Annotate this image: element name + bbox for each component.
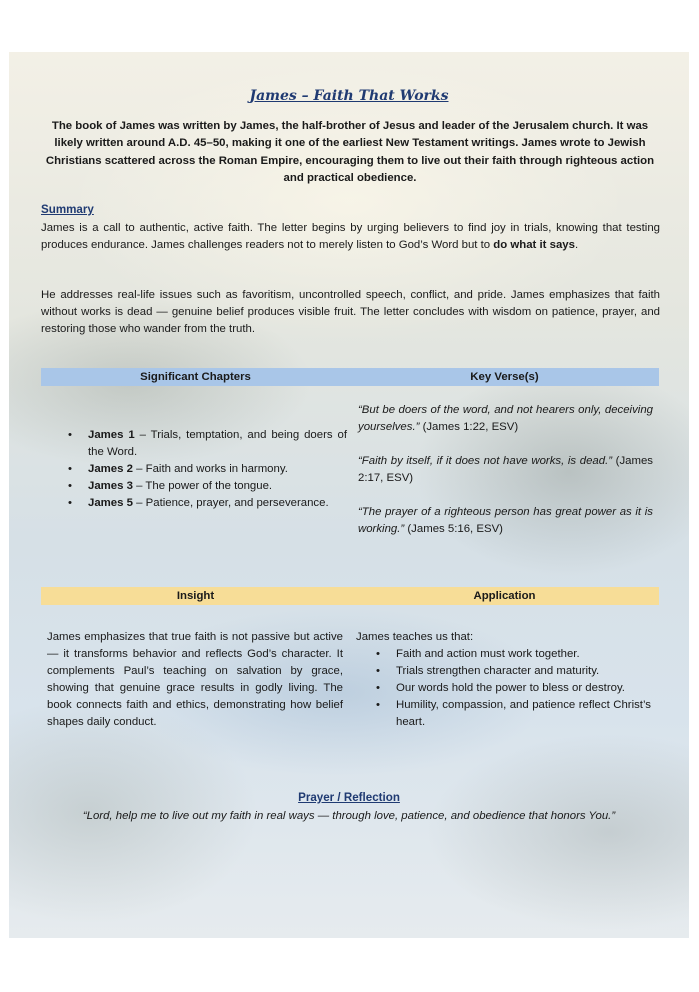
key-verses-heading: Key Verse(s): [350, 368, 659, 386]
list-item: • Our words hold the power to bless or destroy.: [372, 680, 651, 697]
list-item: • Faith and action must work together.: [372, 646, 651, 663]
page-title: James – Faith That Works: [249, 88, 449, 104]
summary-paragraph-2: He addresses real-life issues such as favoritism, uncontrolled speech, conflict, and pride. James emphasizes that faith without works is dead — genuine belief produces visible fruit. The letter concludes with wisdom on patience, prayer, and restoring those who wander from the truth.: [41, 289, 660, 335]
summary-emphasis: do what it says: [493, 239, 575, 251]
application-list: [372, 646, 651, 731]
list-item: • James 5 – Patience, prayer, and perseverance.: [64, 495, 347, 512]
intro-paragraph: The book of James was written by James, the half-brother of Jesus and leader of the Jerusalem church. It was likely written around A.D. 45–50, making it one of the earliest New Testament writings. James wrote to Jewish Christians scattered across the Roman Empire, encouraging them to live out their faith through righteous action and practical obedience.: [45, 120, 655, 185]
chapters-list: [64, 427, 347, 512]
chapters-verses-header: [41, 368, 659, 386]
application-lead: James teaches us that:: [356, 631, 474, 643]
prayer-heading: Prayer / Reflection: [298, 791, 400, 804]
application-heading: Application: [350, 587, 659, 605]
list-item: • James 3 – The power of the tongue.: [64, 478, 347, 495]
insight-text: James emphasizes that true faith is not passive but active — it transforms behavior and reflects God’s character. It complements Paul’s teaching on salvation by grace, showing that genuine grace results in godly living. The book connects faith and ethics, demonstrating how belief shapes daily conduct.: [47, 631, 343, 728]
summary-heading: Summary: [41, 203, 94, 216]
key-verse-1: “But be doers of the word, and not hearers only, deceiving yourselves.” (James 1:22, ESV): [358, 404, 653, 433]
list-item: • Humility, compassion, and patience reflect Christ’s heart.: [372, 697, 651, 731]
list-item: • Trials strengthen character and maturity.: [372, 663, 651, 680]
insight-heading: Insight: [41, 587, 350, 605]
list-item: • James 2 – Faith and works in harmony.: [64, 461, 347, 478]
key-verse-2: “Faith by itself, if it does not have works, is dead.” (James 2:17, ESV): [358, 455, 653, 484]
prayer-text: “Lord, help me to live out my faith in real ways — through love, patience, and obedience that honors You.”: [82, 810, 616, 822]
document-page: [9, 52, 689, 938]
insight-application-header: [41, 587, 659, 605]
chapters-heading: Significant Chapters: [41, 368, 350, 386]
summary-paragraph-1: James is a call to authentic, active faith. The letter begins by urging believers to find joy in trials, knowing that testing produces endurance. James challenges readers not to merely listen to God’s Word but to do what it says.: [41, 222, 660, 251]
key-verse-3: “The prayer of a righteous person has great power as it is working.” (James 5:16, ESV): [358, 506, 653, 535]
list-item: • James 1 – Trials, temptation, and being doers of the Word.: [64, 427, 347, 461]
